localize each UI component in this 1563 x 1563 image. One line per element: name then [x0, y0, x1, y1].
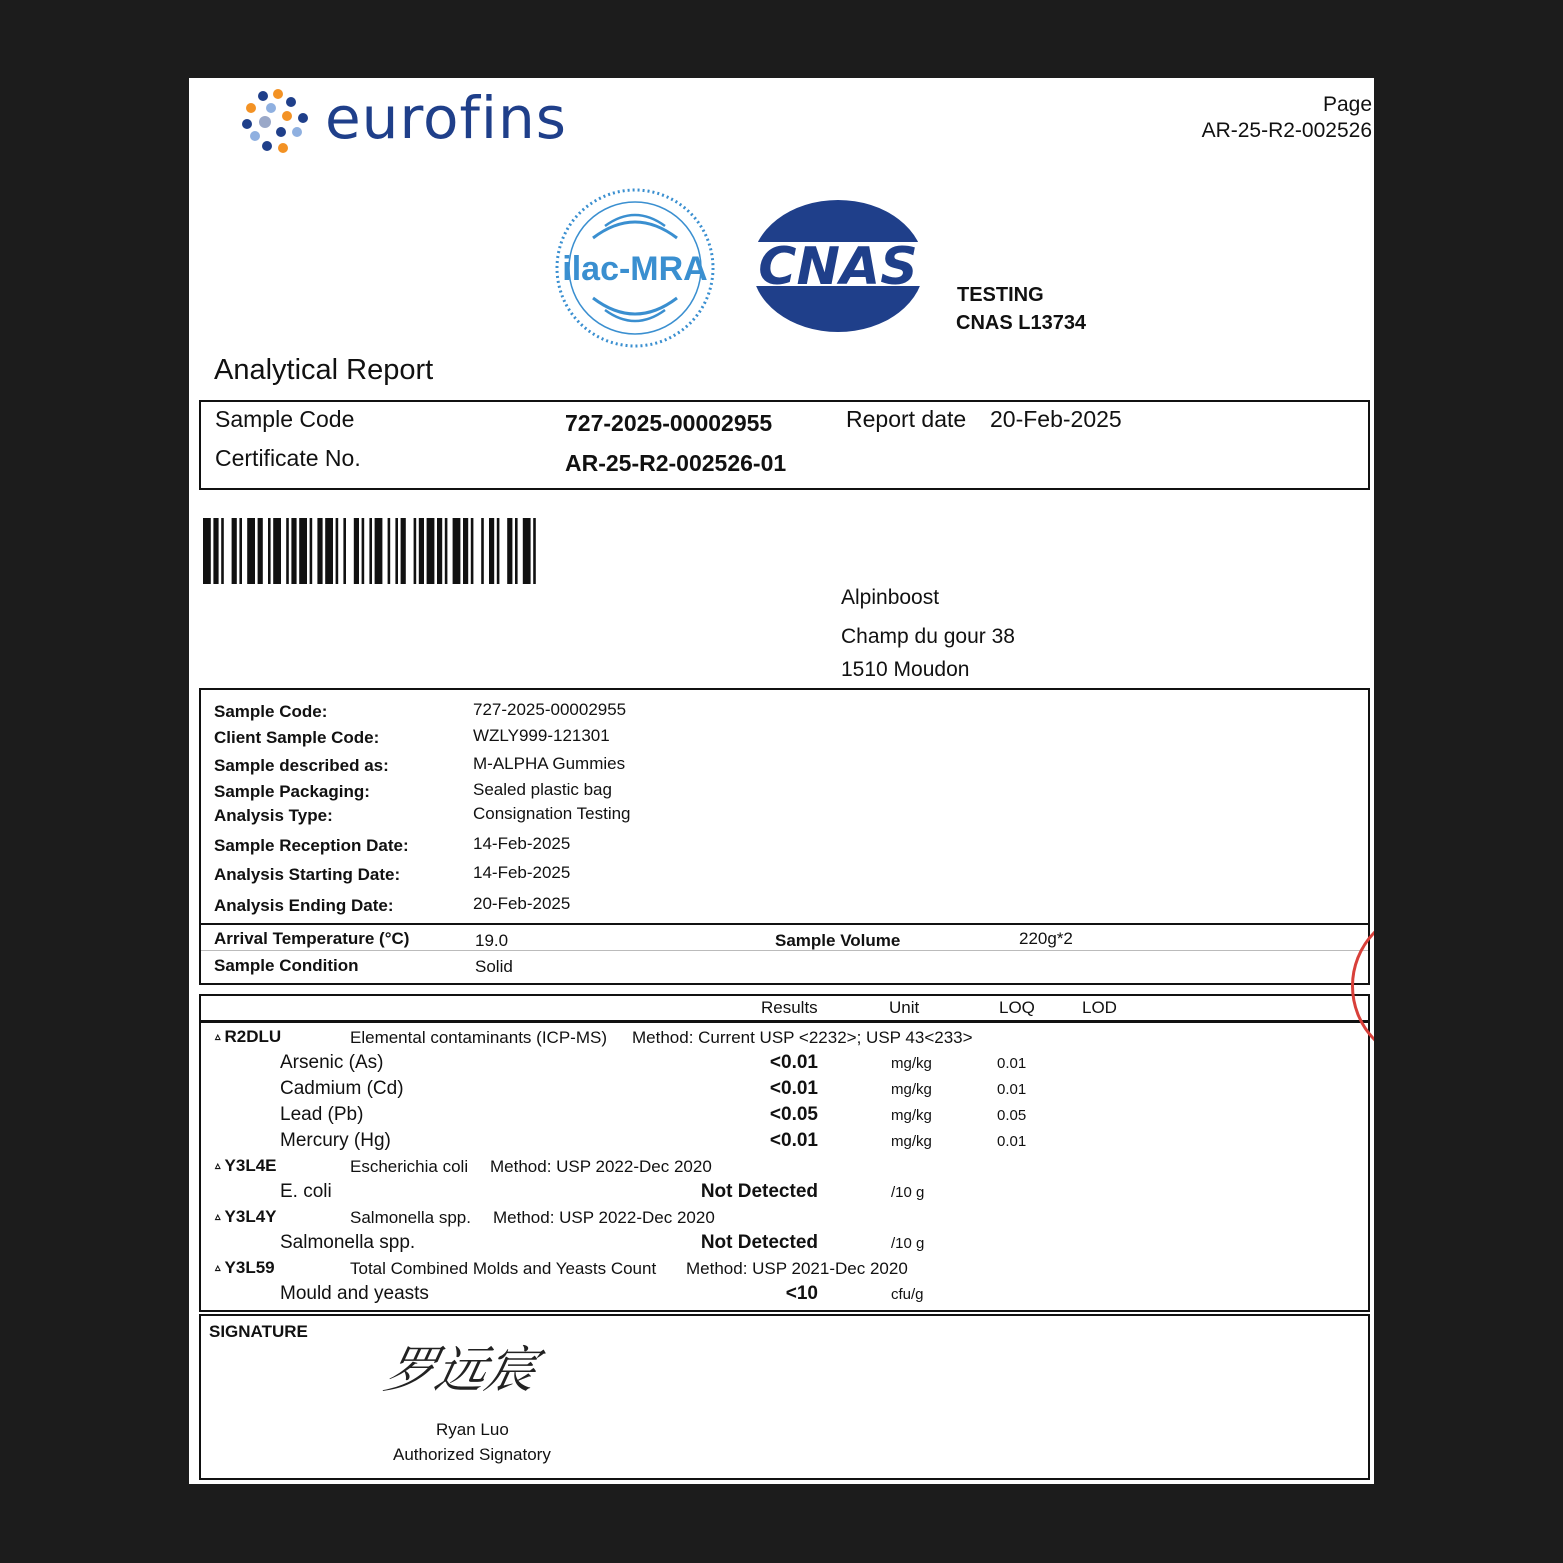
analysis-method: Method: USP 2022-Dec 2020	[490, 1157, 712, 1176]
test-unit: mg/kg	[891, 1133, 932, 1150]
certificate-value: AR-25-R2-002526-01	[565, 450, 787, 476]
barcode-bar	[232, 518, 237, 584]
sample-code-value: 727-2025-00002955	[565, 410, 773, 436]
sample-info-value: 14-Feb-2025	[473, 834, 571, 853]
analysis-name: Escherichia coli	[350, 1157, 469, 1176]
handwritten-signature: 罗远宸	[379, 1341, 543, 1399]
cnas-logo	[745, 196, 931, 336]
test-unit: mg/kg	[891, 1107, 932, 1124]
sample-info-label: Client Sample Code:	[214, 728, 380, 747]
barcode-bar	[268, 518, 271, 584]
sample-info-value: 727-2025-00002955	[473, 700, 627, 719]
sample-info-label: Sample described as:	[214, 756, 389, 775]
signature-box	[199, 1314, 1370, 1480]
barcode-bar	[258, 518, 263, 584]
test-name: Lead (Pb)	[280, 1104, 364, 1125]
signatory-title: Authorized Signatory	[393, 1445, 551, 1464]
arrival-temp-label: Arrival Temperature (°C)	[214, 929, 410, 948]
test-result: Not Detected	[700, 1232, 818, 1253]
sample-info-label: Analysis Starting Date:	[214, 865, 401, 884]
page-reference	[1202, 92, 1372, 144]
barcode-bar	[203, 518, 211, 584]
sample-info-label: Analysis Ending Date:	[214, 896, 394, 915]
test-loq: 0.05	[997, 1107, 1027, 1124]
results-header-rule	[201, 1020, 1368, 1023]
barcode-bar	[213, 518, 218, 584]
test-unit: /10 g	[891, 1184, 925, 1201]
barcode-bar	[523, 518, 531, 584]
barcode-bar	[419, 518, 424, 584]
barcode-bar	[375, 518, 383, 584]
sample-code-label: Sample Code	[215, 406, 355, 432]
delta-marker: ▵	[215, 1160, 221, 1172]
eurofins-logo-mark	[241, 88, 311, 158]
page-number: AR-25-R2-002526	[1201, 119, 1372, 142]
analysis-code-text: Y3L59	[224, 1258, 275, 1277]
analysis-name: Salmonella spp.	[350, 1208, 471, 1227]
sample-volume-value: 220g*2	[1019, 929, 1073, 948]
barcode-bar	[354, 518, 359, 584]
barcode-bar	[395, 518, 398, 584]
delta-marker: ▵	[215, 1262, 221, 1274]
analysis-name: Total Combined Molds and Yeasts Count	[350, 1259, 657, 1278]
unit-header: Unit	[889, 998, 920, 1017]
test-name: Arsenic (As)	[280, 1052, 384, 1073]
test-unit: /10 g	[891, 1235, 925, 1252]
sample-condition-value: Solid	[475, 957, 513, 976]
sample-info-value: M-ALPHA Gummies	[473, 754, 626, 773]
cnas-number: CNAS L13734	[956, 312, 1087, 334]
sample-condition-label: Sample Condition	[214, 956, 359, 975]
signature-heading: SIGNATURE	[209, 1322, 308, 1341]
sample-info-label: Sample Packaging:	[214, 782, 370, 801]
barcode-bar	[388, 518, 391, 584]
barcode-bar	[414, 518, 417, 584]
client-street: Champ du gour 38	[841, 625, 1015, 648]
sample-info-label: Sample Reception Date:	[214, 836, 409, 855]
barcode-bar	[239, 518, 242, 584]
test-result: <10	[785, 1283, 818, 1304]
test-name: Salmonella spp.	[280, 1232, 416, 1253]
barcode	[203, 518, 617, 584]
certificate-label: Certificate No.	[215, 445, 361, 471]
test-result: <0.01	[769, 1052, 818, 1073]
page-label: Page	[1322, 93, 1372, 116]
barcode-bar	[533, 518, 536, 584]
report-date-value: 20-Feb-2025	[990, 406, 1122, 432]
report-date-label: Report date	[846, 406, 967, 432]
barcode-bar	[291, 518, 296, 584]
ilac-mra-seal	[553, 186, 717, 350]
barcode-bar	[221, 518, 224, 584]
barcode-bar	[247, 518, 255, 584]
test-unit: mg/kg	[891, 1055, 932, 1072]
barcode-bar	[463, 518, 468, 584]
analysis-method: Method: USP 2022-Dec 2020	[493, 1208, 715, 1227]
client-city: 1510 Moudon	[841, 658, 970, 681]
page-title: Analytical Report	[214, 354, 434, 386]
test-loq: 0.01	[997, 1081, 1027, 1098]
sample-info-box	[199, 688, 1370, 985]
barcode-bar	[401, 518, 406, 584]
analysis-code-text: Y3L4E	[224, 1156, 277, 1175]
test-loq: 0.01	[997, 1055, 1027, 1072]
cnas-text: CNAS	[758, 237, 918, 297]
barcode-bar	[369, 518, 372, 584]
barcode-bar	[427, 518, 435, 584]
barcode-bar	[273, 518, 281, 584]
analysis-code	[215, 1156, 277, 1176]
barcode-bar	[471, 518, 474, 584]
barcode-bar	[453, 518, 461, 584]
loq-header: LOQ	[999, 998, 1035, 1017]
sample-info-value: 14-Feb-2025	[473, 863, 571, 882]
sample-info-value: WZLY999-121301	[473, 726, 610, 745]
test-unit: mg/kg	[891, 1081, 932, 1098]
sample-info-label: Analysis Type:	[214, 806, 333, 825]
results-header: Results	[761, 998, 818, 1017]
barcode-bar	[515, 518, 518, 584]
results-box	[199, 994, 1370, 1312]
barcode-bar	[299, 518, 307, 584]
barcode-bar	[325, 518, 333, 584]
sample-volume-label: Sample Volume	[775, 931, 901, 950]
analysis-method: Method: Current USP <2232>; USP 43<233>	[632, 1028, 973, 1047]
sample-info-value: Sealed plastic bag	[473, 780, 612, 799]
barcode-bar	[336, 518, 339, 584]
test-name: Mould and yeasts	[280, 1283, 429, 1304]
test-result: <0.01	[769, 1130, 818, 1151]
test-result: <0.05	[769, 1104, 818, 1125]
divider	[201, 923, 1368, 925]
barcode-bar	[310, 518, 313, 584]
test-loq: 0.01	[997, 1133, 1027, 1150]
delta-marker: ▵	[215, 1211, 221, 1223]
barcode-bar	[507, 518, 512, 584]
eurofins-wordmark: eurofins	[325, 84, 568, 152]
analysis-name: Elemental contaminants (ICP-MS)	[350, 1028, 607, 1047]
test-unit: cfu/g	[891, 1286, 924, 1303]
test-name: Cadmium (Cd)	[280, 1078, 404, 1099]
testing-label: TESTING	[957, 284, 1044, 306]
test-result: <0.01	[769, 1078, 818, 1099]
analysis-method: Method: USP 2021-Dec 2020	[686, 1259, 908, 1278]
sample-info-value: 20-Feb-2025	[473, 894, 571, 913]
report-page	[189, 78, 1374, 1484]
barcode-bar	[437, 518, 442, 584]
analysis-code-text: R2DLU	[224, 1027, 282, 1046]
analysis-code-text: Y3L4Y	[224, 1207, 277, 1226]
barcode-bar	[489, 518, 494, 584]
barcode-bar	[286, 518, 289, 584]
barcode-bar	[497, 518, 500, 584]
barcode-bar	[481, 518, 484, 584]
ilac-mra-text: ilac-MRA	[562, 250, 708, 288]
barcode-bar	[362, 518, 365, 584]
sample-info-label: Sample Code:	[214, 702, 328, 721]
analysis-code	[215, 1027, 281, 1047]
lod-header: LOD	[1082, 998, 1117, 1017]
signatory-name: Ryan Luo	[436, 1420, 509, 1439]
report-header-box	[199, 400, 1370, 490]
eurofins-logo	[241, 84, 591, 158]
barcode-bar	[317, 518, 322, 584]
client-company: Alpinboost	[841, 586, 940, 609]
analysis-code	[215, 1258, 275, 1278]
barcode-bar	[445, 518, 448, 584]
arrival-temp-value: 19.0	[475, 931, 509, 950]
test-result: Not Detected	[700, 1181, 818, 1202]
barcode-bar	[343, 518, 346, 584]
test-name: E. coli	[280, 1181, 332, 1202]
delta-marker: ▵	[215, 1031, 221, 1043]
sample-info-value: Consignation Testing	[473, 804, 631, 823]
test-name: Mercury (Hg)	[280, 1130, 391, 1151]
analysis-code	[215, 1207, 277, 1227]
